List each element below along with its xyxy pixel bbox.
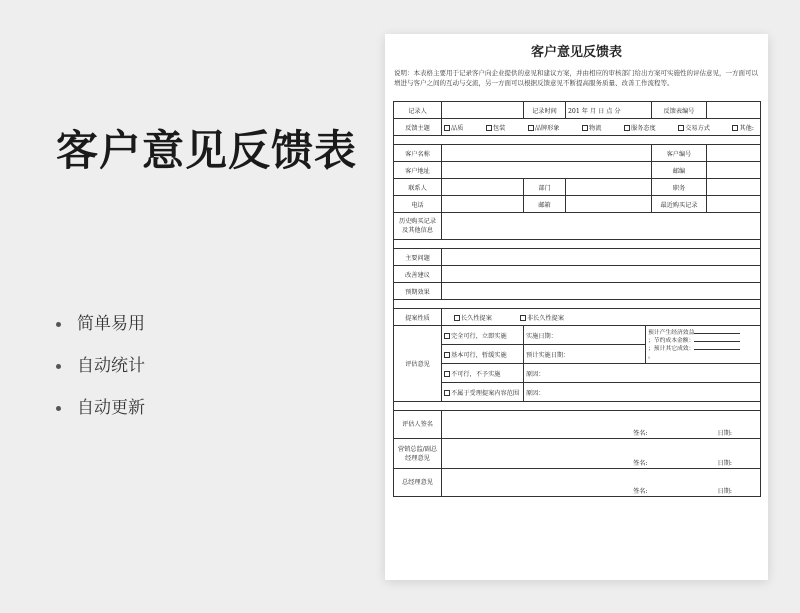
email-label: 邮箱 <box>524 196 566 213</box>
feature-item: 简单易用 <box>56 312 145 354</box>
position-label: 职务 <box>652 179 707 196</box>
checkbox-icon <box>444 333 450 339</box>
gm-opinion-label: 总经理意见 <box>394 469 442 497</box>
history-label: 历史购买记录及其他信息 <box>394 213 442 240</box>
page-headline: 客户意见反馈表 <box>56 126 358 175</box>
theme-option-other: 其他: <box>732 123 753 132</box>
feature-list <box>56 312 145 438</box>
spacer-row <box>394 402 761 411</box>
table-row <box>394 411 761 439</box>
checkbox-icon <box>444 371 450 377</box>
theme-option-logistics: 物流 <box>582 123 601 132</box>
feedback-form-table <box>393 101 761 497</box>
table-row <box>394 145 761 162</box>
sheet-intro: 说明：本表格主要用于记录客户向企业提供的意见和建议方案，并由相应的审核部门给出方案可实施性的评估意见，一方面可以增进与客户之间的互动与交流，另一方面可以根据反馈意见不断提高服务质量、改善工作流程等。 <box>394 69 758 87</box>
recorder-cell <box>442 102 524 119</box>
table-row <box>394 309 761 326</box>
evaluator-signature-label: 评估人签名 <box>394 411 442 439</box>
theme-option-quality: 品质 <box>444 123 463 132</box>
bullet-icon <box>56 322 61 327</box>
feedback-no-cell <box>707 102 761 119</box>
customer-name-label: 客户名称 <box>394 145 442 162</box>
economic-benefit-cell: 预计产生经济效益 ；节约成本金额： ；预计其它成效： 。 <box>646 326 761 364</box>
date-label: 日期: <box>717 488 732 495</box>
table-row <box>394 196 761 213</box>
spacer-row <box>394 240 761 249</box>
eval-option-2: 基本可行，暂缓实施 <box>442 345 524 364</box>
checkbox-icon <box>624 125 630 131</box>
postcode-label: 邮编 <box>652 162 707 179</box>
checkbox-icon <box>732 125 738 131</box>
record-time-value: 201 年 月 日 点 分 <box>566 102 652 119</box>
checkbox-icon <box>528 125 534 131</box>
feature-item: 自动更新 <box>56 396 145 438</box>
table-row <box>394 213 761 240</box>
theme-option-trade: 交易方式 <box>678 123 710 132</box>
table-row <box>394 283 761 300</box>
date-label: 日期: <box>717 460 732 467</box>
proposal-nature-label: 提案性质 <box>394 309 442 326</box>
impl-date-label: 实施日期： <box>524 326 646 345</box>
suggestion-label: 改善建议 <box>394 266 442 283</box>
evaluation-label: 评估意见 <box>394 326 442 402</box>
table-row <box>394 364 761 383</box>
eval-option-4: 不属于受理提案内容范围 <box>442 383 524 402</box>
nature-option-long: 长久性提案 <box>454 313 492 322</box>
eval-option-3: 不可行，不予实施 <box>442 364 524 383</box>
recorder-label: 记录人 <box>394 102 442 119</box>
contact-label: 联系人 <box>394 179 442 196</box>
checkbox-icon <box>520 315 526 321</box>
sheet-title: 客户意见反馈表 <box>530 45 622 60</box>
table-row <box>394 119 761 136</box>
nature-option-short: 非长久性提案 <box>520 313 564 322</box>
sign-label: 签名: <box>633 488 648 495</box>
spacer-row <box>394 136 761 145</box>
record-time-label: 记录时间 <box>524 102 566 119</box>
last-purchase-label: 最近购买记录 <box>652 196 707 213</box>
checkbox-icon <box>444 390 450 396</box>
sales-director-label: 营销总监/副总经理意见 <box>394 439 442 469</box>
reason-label: 原因： <box>524 383 761 402</box>
theme-option-packaging: 包装 <box>486 123 505 132</box>
checkbox-icon <box>678 125 684 131</box>
table-row <box>394 162 761 179</box>
feature-item: 自动统计 <box>56 354 145 396</box>
main-issue-label: 主要问题 <box>394 249 442 266</box>
eval-option-1: 完全可行，立即实施 <box>442 326 524 345</box>
dept-label: 部门 <box>524 179 566 196</box>
table-row <box>394 266 761 283</box>
form-preview-sheet <box>385 34 768 580</box>
checkbox-icon <box>444 352 450 358</box>
date-label: 日期: <box>717 430 732 437</box>
table-row <box>394 326 761 345</box>
customer-address-label: 客户地址 <box>394 162 442 179</box>
table-row <box>394 383 761 402</box>
phone-label: 电话 <box>394 196 442 213</box>
checkbox-icon <box>454 315 460 321</box>
table-row <box>394 439 761 469</box>
theme-option-service: 服务态度 <box>624 123 656 132</box>
customer-no-label: 客户编号 <box>652 145 707 162</box>
theme-option-brand: 品牌形象 <box>528 123 560 132</box>
reason-label: 原因： <box>524 364 761 383</box>
table-row <box>394 102 761 119</box>
checkbox-icon <box>582 125 588 131</box>
table-row <box>394 179 761 196</box>
table-row <box>394 469 761 497</box>
planned-date-label: 预计实施日期： <box>524 345 646 364</box>
theme-options <box>442 119 761 136</box>
bullet-icon <box>56 406 61 411</box>
spacer-row <box>394 300 761 309</box>
checkbox-icon <box>486 125 492 131</box>
table-row <box>394 249 761 266</box>
sign-label: 签名: <box>633 430 648 437</box>
checkbox-icon <box>444 125 450 131</box>
sign-label: 签名: <box>633 460 648 467</box>
theme-label: 反馈主题 <box>394 119 442 136</box>
feedback-no-label: 反馈表编号 <box>652 102 707 119</box>
expected-effect-label: 预期效果 <box>394 283 442 300</box>
bullet-icon <box>56 364 61 369</box>
